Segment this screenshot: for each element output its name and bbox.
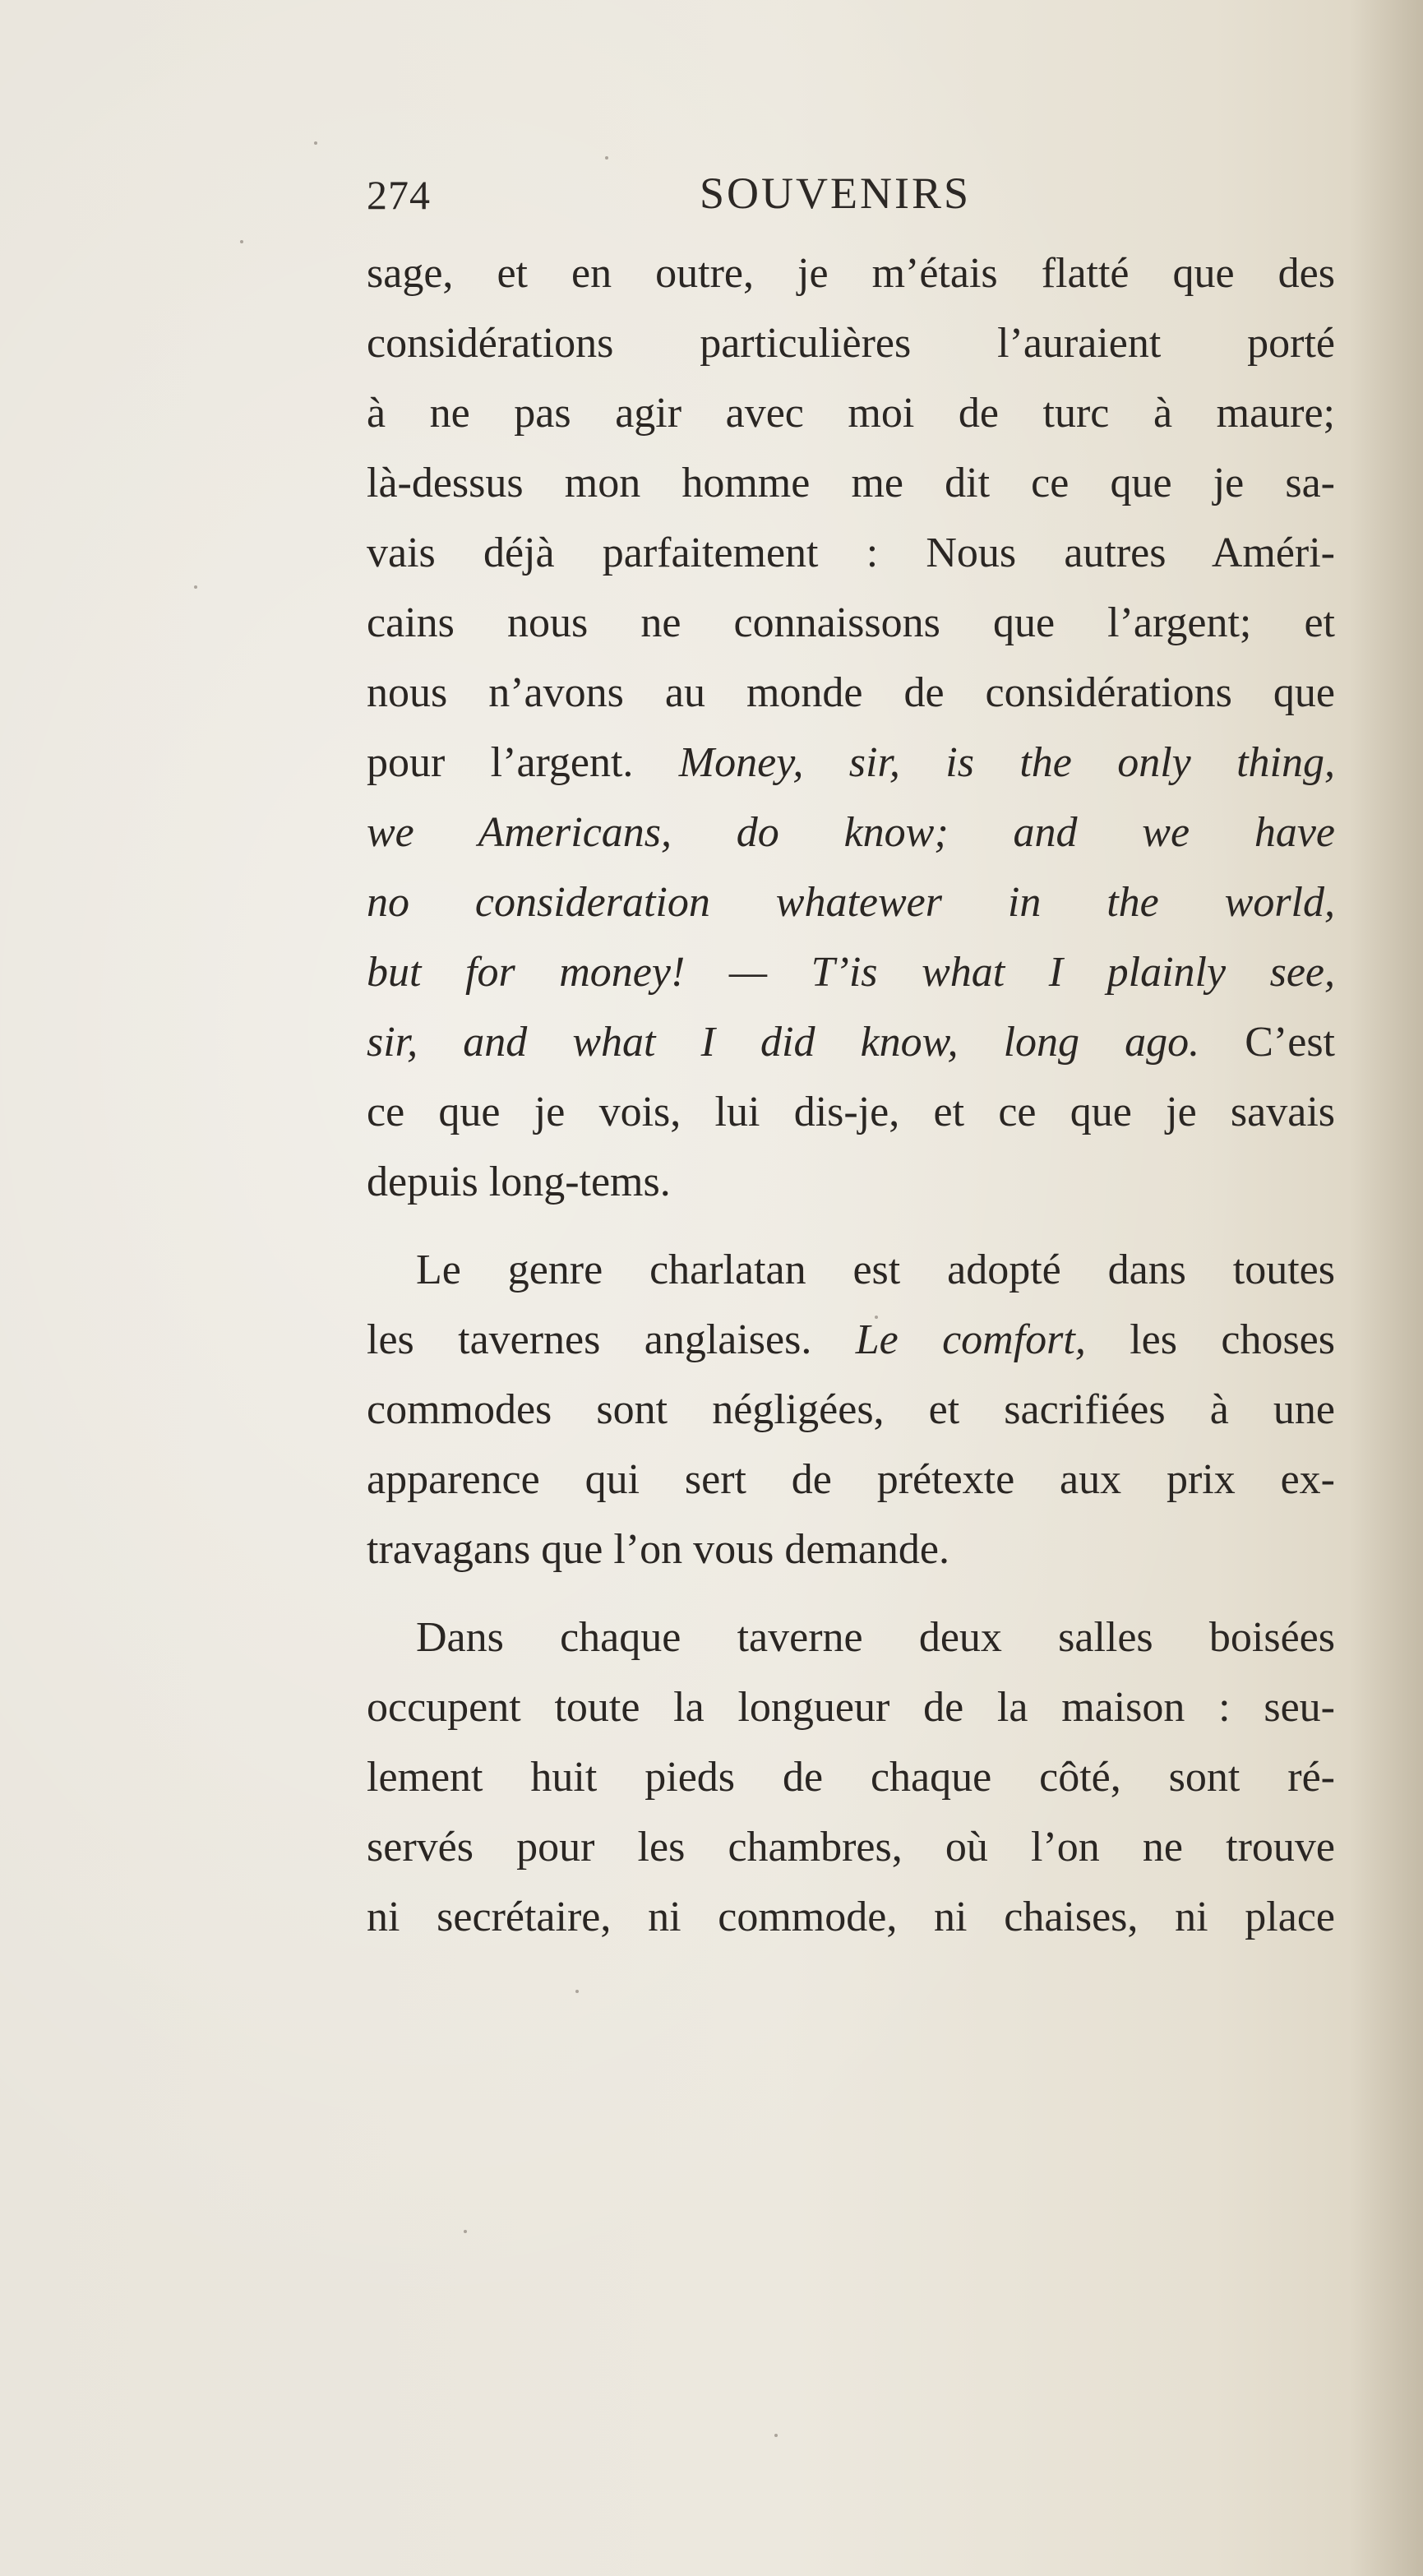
text-run: sage, et en outre, je m’étais flatté que des xyxy=(367,250,1335,297)
text-line xyxy=(367,1077,1335,1147)
text-run: considérations particulières l’auraient porté xyxy=(367,320,1335,367)
text-line xyxy=(367,1812,1335,1882)
paper-speck xyxy=(314,141,317,145)
italic-text-run: no consideration whatewer in the world, xyxy=(367,879,1335,926)
text-run: commodes sont négligées, et sacrifiées à une xyxy=(367,1386,1335,1433)
text-line xyxy=(367,588,1335,658)
paper-speck xyxy=(575,1990,579,1993)
gutter-shadow xyxy=(1349,0,1423,2576)
text-line xyxy=(367,308,1335,378)
text-run: Dans chaque taverne deux salles boisées xyxy=(416,1614,1335,1661)
text-line xyxy=(367,518,1335,588)
text-run: ce que je vois, lui dis-je, et ce que je savais xyxy=(367,1089,1335,1135)
text-run: les choses xyxy=(1085,1316,1335,1363)
text-line xyxy=(367,1602,1335,1672)
text-line xyxy=(367,937,1335,1007)
text-line xyxy=(367,1515,1335,1584)
paper-speck xyxy=(240,240,243,243)
text-run: à ne pas agir avec moi de turc à maure; xyxy=(367,390,1335,437)
text-line xyxy=(367,658,1335,728)
text-line xyxy=(367,1742,1335,1812)
text-line xyxy=(367,1235,1335,1305)
text-run: ni secrétaire, ni commode, ni chaises, ni place xyxy=(367,1894,1335,1940)
page-header xyxy=(367,164,1008,230)
text-run: servés pour les chambres, où l’on ne trouve xyxy=(367,1824,1335,1871)
running-head: SOUVENIRS xyxy=(700,169,972,218)
text-line xyxy=(367,1147,1335,1217)
text-run: travagans que l’on vous demande. xyxy=(367,1526,950,1573)
text-run: pour l’argent. xyxy=(367,739,679,786)
body-text xyxy=(367,238,1335,1952)
paper-speck xyxy=(194,585,197,589)
text-run: cains nous ne connaissons que l’argent; et xyxy=(367,599,1335,646)
text-line xyxy=(367,448,1335,518)
italic-text-run: we Americans, do know; and we have xyxy=(367,809,1335,856)
text-line xyxy=(367,378,1335,448)
text-run: vais déjà parfaitement : Nous autres Améri- xyxy=(367,530,1335,576)
paper-speck xyxy=(464,2230,467,2233)
italic-text-run: sir, and what I did know, long ago. xyxy=(367,1019,1200,1066)
paper-speck xyxy=(774,2434,778,2437)
text-run: lement huit pieds de chaque côté, sont ré- xyxy=(367,1754,1335,1801)
text-line xyxy=(367,1672,1335,1742)
text-run: là-dessus mon homme me dit ce que je sa- xyxy=(367,460,1335,506)
text-line xyxy=(367,1305,1335,1375)
text-run: nous n’avons au monde de considérations que xyxy=(367,669,1335,716)
text-line xyxy=(367,728,1335,798)
text-line xyxy=(367,1445,1335,1515)
text-run: apparence qui sert de prétexte aux prix ex- xyxy=(367,1456,1335,1503)
text-run: les tavernes anglaises. xyxy=(367,1316,856,1363)
paper-speck xyxy=(605,156,608,160)
text-line xyxy=(367,798,1335,867)
italic-text-run: but for money! — T’is what I plainly see, xyxy=(367,949,1335,996)
text-run: Le genre charlatan est adopté dans toutes xyxy=(416,1246,1335,1293)
text-line xyxy=(367,1007,1335,1077)
italic-text-run: Money, sir, is the only thing, xyxy=(678,739,1335,786)
page-number: 274 xyxy=(367,172,431,218)
text-line xyxy=(367,1375,1335,1445)
text-line xyxy=(367,867,1335,937)
text-run: depuis long-tems. xyxy=(367,1159,671,1205)
text-line xyxy=(367,1882,1335,1952)
text-run: C’est xyxy=(1199,1019,1336,1066)
text-line xyxy=(367,238,1335,308)
italic-text-run: Le comfort, xyxy=(855,1316,1086,1363)
text-run: occupent toute la longueur de la maison : seu- xyxy=(367,1684,1335,1731)
